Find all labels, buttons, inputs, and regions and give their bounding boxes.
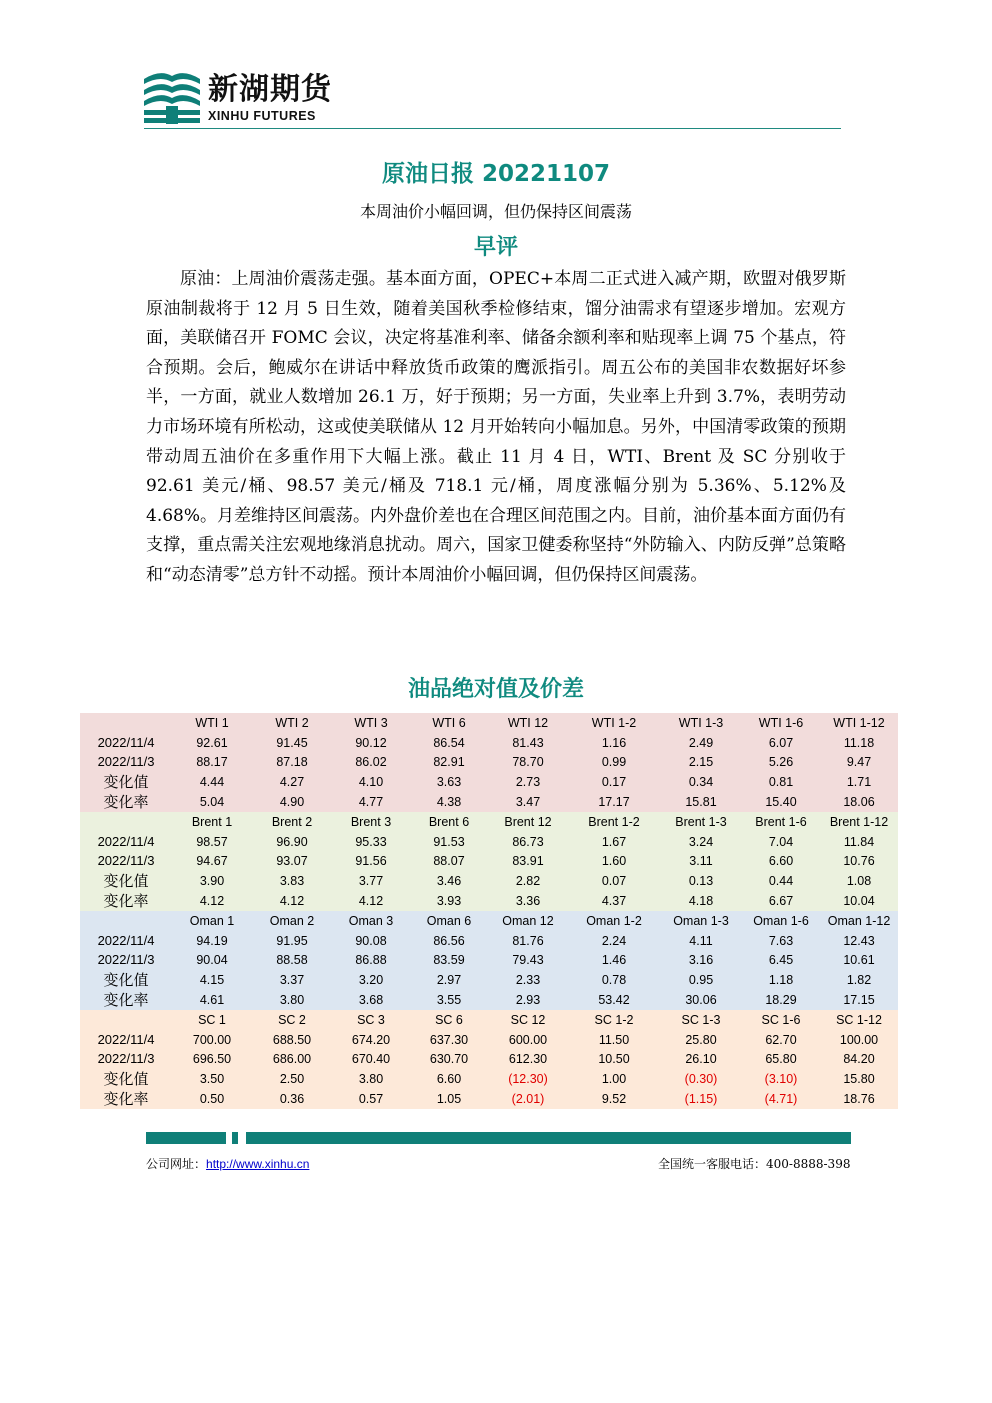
column-header: WTI 1-2	[568, 713, 660, 733]
table-cell: 686.00	[252, 1050, 332, 1070]
wti-header-row	[80, 713, 898, 733]
table-cell: 95.33	[332, 832, 410, 852]
table-cell: 6.67	[742, 891, 820, 911]
table-cell: 87.18	[252, 753, 332, 773]
footer-bar-left	[146, 1132, 226, 1144]
table-cell: 4.61	[172, 990, 252, 1010]
table-cell: 3.24	[660, 832, 742, 852]
wti-data-row	[80, 733, 898, 753]
column-header: SC 1-3	[660, 1010, 742, 1030]
table-cell: 3.80	[332, 1069, 410, 1089]
row-label: 变化值	[80, 1069, 172, 1089]
table-cell: 3.63	[410, 772, 488, 792]
table-cell: 90.04	[172, 951, 252, 971]
table-cell: 91.95	[252, 931, 332, 951]
row-label: 2022/11/4	[80, 733, 172, 753]
table-cell: 65.80	[742, 1050, 820, 1070]
table-cell: 6.60	[742, 852, 820, 872]
sc-data-row	[80, 1069, 898, 1089]
table-cell: 17.17	[568, 792, 660, 812]
brent-data-row	[80, 891, 898, 911]
logo-chinese-name: 新湖期货	[208, 72, 332, 107]
sc-data-row	[80, 1030, 898, 1050]
table-cell: 18.76	[820, 1089, 898, 1109]
table-cell: 90.08	[332, 931, 410, 951]
row-label: 2022/11/3	[80, 852, 172, 872]
table-cell: 1.46	[568, 951, 660, 971]
table-cell: 0.07	[568, 871, 660, 891]
row-label: 变化率	[80, 891, 172, 911]
table-cell: 3.47	[488, 792, 568, 812]
table-cell: 86.54	[410, 733, 488, 753]
table-cell: 0.99	[568, 753, 660, 773]
table-cell: 600.00	[488, 1030, 568, 1050]
table-cell: 4.12	[252, 891, 332, 911]
table-cell: 6.45	[742, 951, 820, 971]
column-header: Brent 12	[488, 812, 568, 832]
oman-data-row	[80, 970, 898, 990]
table-cell: 3.11	[660, 852, 742, 872]
table-cell: 91.53	[410, 832, 488, 852]
table-cell: 3.50	[172, 1069, 252, 1089]
column-header: Oman 1	[172, 911, 252, 931]
row-label: 变化值	[80, 871, 172, 891]
table-cell: 94.67	[172, 852, 252, 872]
column-header: WTI 1-12	[820, 713, 898, 733]
table-cell: 96.90	[252, 832, 332, 852]
table-cell: 3.16	[660, 951, 742, 971]
table-cell: 5.04	[172, 792, 252, 812]
table-cell: 30.06	[660, 990, 742, 1010]
table-cell: 4.38	[410, 792, 488, 812]
column-header: Brent 1-3	[660, 812, 742, 832]
column-header: SC 12	[488, 1010, 568, 1030]
footer-bar-divider	[232, 1132, 238, 1144]
report-subtitle: 本周油价小幅回调，但仍保持区间震荡	[359, 202, 632, 221]
column-header: SC 1	[172, 1010, 252, 1030]
column-header: WTI 12	[488, 713, 568, 733]
table-cell: 688.50	[252, 1030, 332, 1050]
report-title: 原油日报 20221107	[381, 161, 611, 187]
table-cell: 4.37	[568, 891, 660, 911]
table-cell: 2.49	[660, 733, 742, 753]
brent-data-row	[80, 871, 898, 891]
table-cell: 3.55	[410, 990, 488, 1010]
brent-data-row	[80, 852, 898, 872]
table-cell: 84.20	[820, 1050, 898, 1070]
table-cell: 10.50	[568, 1050, 660, 1070]
table-cell: 91.45	[252, 733, 332, 753]
sc-data-row	[80, 1050, 898, 1070]
table-cell: 88.58	[252, 951, 332, 971]
table-cell: 3.83	[252, 871, 332, 891]
table-cell: 0.13	[660, 871, 742, 891]
table-cell: 25.80	[660, 1030, 742, 1050]
table-cell: 18.06	[820, 792, 898, 812]
table-cell: (2.01)	[488, 1089, 568, 1109]
footer-hotline: 全国统一客服电话：400-8888-398	[658, 1157, 851, 1171]
table-cell: 1.05	[410, 1089, 488, 1109]
table-cell: 3.37	[252, 970, 332, 990]
table-cell: 3.80	[252, 990, 332, 1010]
row-label: 变化率	[80, 1089, 172, 1109]
table-cell: (0.30)	[660, 1069, 742, 1089]
table-cell: 1.08	[820, 871, 898, 891]
table-cell: 1.60	[568, 852, 660, 872]
table-cell: 2.50	[252, 1069, 332, 1089]
table-cell: 630.70	[410, 1050, 488, 1070]
website-link[interactable]: http://www.xinhu.cn	[206, 1157, 310, 1171]
table-cell: (1.15)	[660, 1089, 742, 1109]
table-cell: 0.50	[172, 1089, 252, 1109]
column-header: WTI 1-6	[742, 713, 820, 733]
column-header: Oman 12	[488, 911, 568, 931]
table-cell: 4.15	[172, 970, 252, 990]
table-cell: 4.11	[660, 931, 742, 951]
table-cell: 4.27	[252, 772, 332, 792]
row-label: 2022/11/3	[80, 753, 172, 773]
oman-data-row	[80, 990, 898, 1010]
table-cell: 696.50	[172, 1050, 252, 1070]
table-cell: 12.43	[820, 931, 898, 951]
column-header: SC 1-2	[568, 1010, 660, 1030]
table-cell: 7.63	[742, 931, 820, 951]
column-header: WTI 6	[410, 713, 488, 733]
table-cell: 1.18	[742, 970, 820, 990]
logo-english-name: XINHU FUTURES	[208, 109, 316, 123]
column-header: Brent 1	[172, 812, 252, 832]
table-cell: 17.15	[820, 990, 898, 1010]
row-label: 2022/11/4	[80, 1030, 172, 1050]
header-divider	[144, 128, 841, 129]
row-label: 2022/11/4	[80, 832, 172, 852]
table-cell: 637.30	[410, 1030, 488, 1050]
table-cell: 0.34	[660, 772, 742, 792]
table-cell: 612.30	[488, 1050, 568, 1070]
xinhu-wave-logo-icon	[144, 70, 200, 124]
table-cell: 3.90	[172, 871, 252, 891]
morning-review-text: 原油：上周油价震荡走强。基本面方面，OPEC+本周二正式进入减产期，欧盟对俄罗斯原油制裁将于 12 月 5 日生效，随着美国秋季检修结束，馏分油需求有望逐步增加。宏观方面，美联储召开 FOMC 会议，决定将基准利率、储备余额利率和贴现率上调 75 个基点，符合预期。会后，鲍威尔在讲话中释放货币政策的鹰派指引。周五公布的美国非农数据好坏参半，一方面，就业人数增加 26.1 万，好于预期；另一方面，失业率上升到 3.7%，表明劳动力市场环境有所松动，这或使美联储从 12 月开始转向小幅加息。另外，中国清零政策的预期带动周五油价在多重作用下大幅上涨。截止 11 月 4 日，WTI、Brent 及 SC 分别收于 92.61 美元/桶、98.57 美元/桶及 718.1 元/桶，周度涨幅分别为 5.36%、5.12%及 4.68%。月差维持区间震荡。内外盘价差也在合理区间范围之内。目前，油价基本面方面仍有支撑，重点需关注宏观地缘消息扰动。周六，国家卫健委称坚持“外防输入、内防反弹”总策略和“动态清零”总方针不动摇。预计本周油价小幅回调，但仍保持区间震荡。	[146, 269, 847, 585]
table-cell: 15.80	[820, 1069, 898, 1089]
table-cell: 0.44	[742, 871, 820, 891]
wti-data-row	[80, 772, 898, 792]
table-cell: 91.56	[332, 852, 410, 872]
table-cell: 79.43	[488, 951, 568, 971]
row-label: 2022/11/4	[80, 931, 172, 951]
column-header: Brent 3	[332, 812, 410, 832]
table-cell: 1.16	[568, 733, 660, 753]
table-cell: 15.81	[660, 792, 742, 812]
sc-header-row	[80, 1010, 898, 1030]
table-cell: 3.20	[332, 970, 410, 990]
table-cell: 3.36	[488, 891, 568, 911]
table-cell: 2.93	[488, 990, 568, 1010]
table-cell: 18.29	[742, 990, 820, 1010]
table-cell: 0.81	[742, 772, 820, 792]
wti-data-row	[80, 792, 898, 812]
column-header	[80, 812, 172, 832]
brent-data-row	[80, 832, 898, 852]
column-header: Brent 2	[252, 812, 332, 832]
column-header: Brent 1-2	[568, 812, 660, 832]
oman-data-row	[80, 931, 898, 951]
table-cell: 2.15	[660, 753, 742, 773]
table-cell: 78.70	[488, 753, 568, 773]
table-cell: 3.93	[410, 891, 488, 911]
table-cell: 9.52	[568, 1089, 660, 1109]
column-header: SC 3	[332, 1010, 410, 1030]
column-header	[80, 713, 172, 733]
table-cell: 82.91	[410, 753, 488, 773]
table-cell: 4.18	[660, 891, 742, 911]
table-cell: 81.43	[488, 733, 568, 753]
table-cell: 10.04	[820, 891, 898, 911]
row-label: 2022/11/3	[80, 1050, 172, 1070]
table-cell: (4.71)	[742, 1089, 820, 1109]
oil-price-spread-table	[80, 713, 898, 1109]
table-cell: 3.77	[332, 871, 410, 891]
table-cell: 2.24	[568, 931, 660, 951]
table-cell: 26.10	[660, 1050, 742, 1070]
table-cell: 2.33	[488, 970, 568, 990]
column-header: Oman 1-6	[742, 911, 820, 931]
table-cell: 2.82	[488, 871, 568, 891]
table-cell: 11.50	[568, 1030, 660, 1050]
table-cell: 98.57	[172, 832, 252, 852]
table-cell: 3.46	[410, 871, 488, 891]
table-cell: 86.73	[488, 832, 568, 852]
table-cell: 81.76	[488, 931, 568, 951]
table-cell: 674.20	[332, 1030, 410, 1050]
table-cell: 0.57	[332, 1089, 410, 1109]
column-header: SC 6	[410, 1010, 488, 1030]
table-cell: 86.56	[410, 931, 488, 951]
table-cell: 5.26	[742, 753, 820, 773]
table-cell: 2.97	[410, 970, 488, 990]
table-cell: 0.95	[660, 970, 742, 990]
table-cell: 1.67	[568, 832, 660, 852]
row-label: 2022/11/3	[80, 951, 172, 971]
table-cell: 11.18	[820, 733, 898, 753]
column-header: WTI 1	[172, 713, 252, 733]
column-header: Oman 6	[410, 911, 488, 931]
column-header: SC 1-12	[820, 1010, 898, 1030]
column-header	[80, 1010, 172, 1030]
table-cell: 86.88	[332, 951, 410, 971]
table-cell: 7.04	[742, 832, 820, 852]
table-cell: 53.42	[568, 990, 660, 1010]
column-header: Oman 1-12	[820, 911, 898, 931]
table-cell: 62.70	[742, 1030, 820, 1050]
table-cell: 83.59	[410, 951, 488, 971]
column-header: WTI 1-3	[660, 713, 742, 733]
table-cell: 90.12	[332, 733, 410, 753]
table-cell: 9.47	[820, 753, 898, 773]
column-header: Brent 1-12	[820, 812, 898, 832]
table-cell: 1.00	[568, 1069, 660, 1089]
table-cell: 88.07	[410, 852, 488, 872]
row-label: 变化值	[80, 772, 172, 792]
column-header: Oman 3	[332, 911, 410, 931]
column-header: SC 2	[252, 1010, 332, 1030]
table-cell: 0.36	[252, 1089, 332, 1109]
table-cell: 6.60	[410, 1069, 488, 1089]
table-cell: 100.00	[820, 1030, 898, 1050]
table-cell: 92.61	[172, 733, 252, 753]
table-cell: 2.73	[488, 772, 568, 792]
table-cell: 4.77	[332, 792, 410, 812]
table-cell: 83.91	[488, 852, 568, 872]
sc-data-row	[80, 1089, 898, 1109]
company-logo	[144, 70, 334, 126]
column-header	[80, 911, 172, 931]
column-header: WTI 3	[332, 713, 410, 733]
footer-website	[146, 1156, 309, 1172]
table-cell: 10.61	[820, 951, 898, 971]
table-cell: 4.12	[172, 891, 252, 911]
column-header: SC 1-6	[742, 1010, 820, 1030]
column-header: Brent 1-6	[742, 812, 820, 832]
table-cell: 0.78	[568, 970, 660, 990]
column-header: Brent 6	[410, 812, 488, 832]
table-cell: 4.90	[252, 792, 332, 812]
table-cell: 3.68	[332, 990, 410, 1010]
wti-data-row	[80, 753, 898, 773]
footer-bar-right	[246, 1132, 851, 1144]
table-cell: 15.40	[742, 792, 820, 812]
table-cell: 4.10	[332, 772, 410, 792]
table-cell: 94.19	[172, 931, 252, 951]
table-cell: (3.10)	[742, 1069, 820, 1089]
row-label: 变化率	[80, 792, 172, 812]
oman-header-row	[80, 911, 898, 931]
column-header: Oman 1-3	[660, 911, 742, 931]
oman-data-row	[80, 951, 898, 971]
row-label: 变化率	[80, 990, 172, 1010]
table-cell: 93.07	[252, 852, 332, 872]
column-header: WTI 2	[252, 713, 332, 733]
morning-review-heading: 早评	[473, 235, 518, 260]
row-label: 变化值	[80, 970, 172, 990]
price-table-heading: 油品绝对值及价差	[407, 677, 584, 702]
table-cell: 1.71	[820, 772, 898, 792]
brent-header-row	[80, 812, 898, 832]
table-cell: 1.82	[820, 970, 898, 990]
table-cell: 670.40	[332, 1050, 410, 1070]
column-header: Oman 1-2	[568, 911, 660, 931]
table-cell: 10.76	[820, 852, 898, 872]
table-cell: 700.00	[172, 1030, 252, 1050]
table-cell: 86.02	[332, 753, 410, 773]
table-cell: 4.12	[332, 891, 410, 911]
footer-site-label: 公司网址：	[146, 1157, 207, 1171]
table-cell: 6.07	[742, 733, 820, 753]
table-cell: 11.84	[820, 832, 898, 852]
table-cell: 0.17	[568, 772, 660, 792]
table-cell: 88.17	[172, 753, 252, 773]
column-header: Oman 2	[252, 911, 332, 931]
table-cell: 4.44	[172, 772, 252, 792]
table-cell: (12.30)	[488, 1069, 568, 1089]
